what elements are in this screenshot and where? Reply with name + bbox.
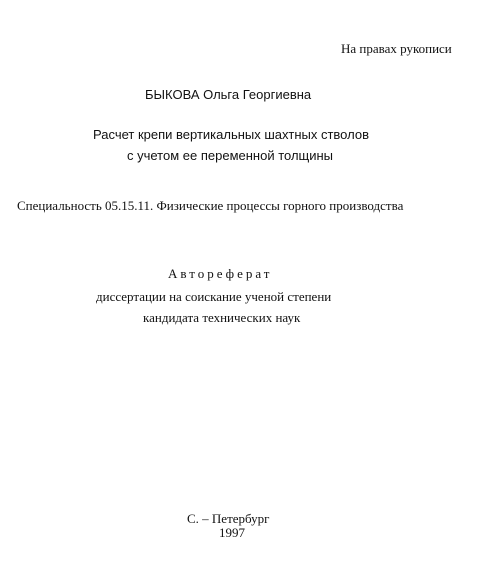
abstract-line-2: кандидата технических наук <box>143 310 301 325</box>
year: 1997 <box>219 525 245 540</box>
author-name: БЫКОВА Ольга Георгиевна <box>145 87 312 102</box>
title-line-1: Расчет крепи вертикальных шахтных стволов <box>93 127 369 142</box>
abstract-heading: Автореферат <box>168 266 273 281</box>
specialty-line: Специальность 05.15.11. Физические процессы горного производства <box>17 198 404 213</box>
city: С. – Петербург <box>187 511 270 526</box>
abstract-line-1: диссертации на соискание ученой степени <box>96 289 332 304</box>
title-line-2: с учетом ее переменной толщины <box>127 148 334 163</box>
rights-note: На правах рукописи <box>341 41 452 56</box>
